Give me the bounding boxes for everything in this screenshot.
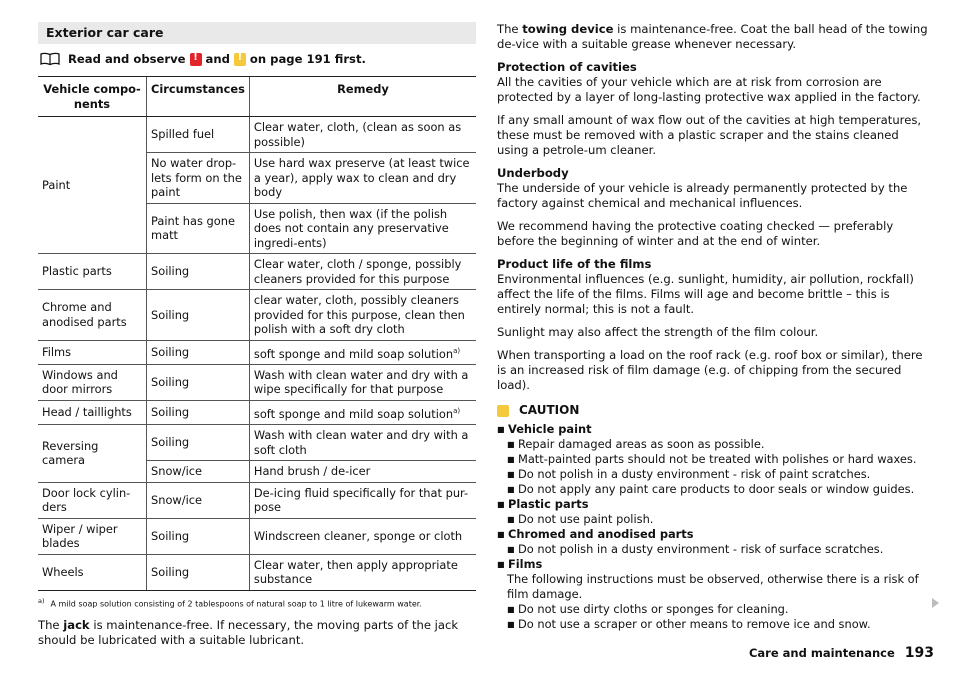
caution-item-text: Do not use a scraper or other means to remove ice and snow. <box>518 617 871 631</box>
caution-title: CAUTION <box>519 403 580 417</box>
cavities-heading: Protection of cavities <box>497 60 637 74</box>
circumstance-cell: Soiling <box>147 290 250 341</box>
bullet-icon: ■ <box>497 560 505 569</box>
next-page-arrow-icon[interactable] <box>932 598 939 608</box>
caution-heading <box>497 403 933 418</box>
jack-pre: The <box>38 618 60 633</box>
jack-term: jack <box>63 618 90 633</box>
caution-item-text: Do not polish in a dusty environment - risk of paint scratches. <box>518 467 871 481</box>
remedy-cell: Hand brush / de-icer <box>249 461 476 483</box>
remedy-cell: Wash with clean water and dry with a soft cloth <box>249 425 476 461</box>
table-row <box>38 340 476 364</box>
note-icon[interactable] <box>234 53 246 66</box>
circumstance-cell: Paint has gone matt <box>147 203 250 254</box>
book-icon <box>40 52 60 66</box>
remedy-cell: Clear water, then apply appropriate substance <box>249 554 476 590</box>
remedy-cell: Wash with clean water and dry with a wipe specifically for that purpose <box>249 364 476 400</box>
bullet-icon: ■ <box>497 530 505 539</box>
bullet-icon: ■ <box>507 455 515 464</box>
table-row <box>38 554 476 590</box>
towing-term: towing device <box>522 22 614 36</box>
remedy-cell: clear water, cloth, possibly cleaners provided for this purpose, clean then polish with a soft dry cloth <box>249 290 476 341</box>
chapter-title: Care and maintenance <box>748 646 895 660</box>
circumstance-cell: Spilled fuel <box>147 117 250 153</box>
cavities-paragraph-2: If any small amount of wax flow out of the cavities at high temperatures, these must be removed with a plastic scraper and the stains cleaned using a petrole-um cleaner. <box>497 113 922 157</box>
caution-item-text: Matt-painted parts should not be treated with polishes or hard waxes. <box>518 452 917 466</box>
table-row <box>38 400 476 424</box>
remedy-cell: De-icing fluid specifically for that pur-pose <box>249 482 476 518</box>
header-circumstances: Circumstances <box>147 77 250 117</box>
header-remedy: Remedy <box>249 77 476 117</box>
component-cell: Door lock cylin-ders <box>38 482 147 518</box>
bullet-icon: ■ <box>497 500 505 509</box>
header-components: Vehicle compo-nents <box>38 77 147 117</box>
towing-pre: The <box>497 22 519 36</box>
table-header-row <box>38 77 476 117</box>
footnote-ref[interactable]: a) <box>453 406 461 415</box>
left-column <box>38 22 476 648</box>
caution-item-text: Do not polish in a dusty environment - risk of surface scratches. <box>518 542 884 556</box>
circumstance-cell: Soiling <box>147 400 250 424</box>
component-cell: Head / taillights <box>38 400 147 424</box>
towing-paragraph <box>497 22 933 52</box>
bullet-icon: ■ <box>507 515 515 524</box>
circumstance-cell: Soiling <box>147 425 250 461</box>
caution-item-text: Do not use paint polish. <box>518 512 654 526</box>
remedy-cell: Clear water, cloth / sponge, possibly cleaners provided for this purpose <box>249 254 476 290</box>
circumstance-cell: Snow/ice <box>147 482 250 518</box>
caution-group-title: Plastic parts <box>508 497 589 511</box>
table-row <box>38 482 476 518</box>
films-heading: Product life of the films <box>497 257 652 271</box>
table-row <box>38 518 476 554</box>
caution-group <box>497 557 933 572</box>
circumstance-cell: Soiling <box>147 340 250 364</box>
caution-item <box>497 617 933 632</box>
towing-post: is maintenance-free. Coat the ball head of the towing de-vice with a suitable grease whenever necessary. <box>497 22 928 51</box>
table-row <box>38 425 476 461</box>
remedy-cell: Windscreen cleaner, sponge or cloth <box>249 518 476 554</box>
caution-group-title: Films <box>508 557 543 571</box>
component-cell: Chrome and anodised parts <box>38 290 147 341</box>
caution-group-title: Vehicle paint <box>508 422 592 436</box>
films-paragraph-1: Environmental influences (e.g. sunlight, humidity, air pollution, rockfall) affect the life of the films. Films will age and become brittle – this is entirely normal; this is not a fault. <box>497 272 914 316</box>
read-notice-post: on page 191 first. <box>249 52 366 66</box>
bullet-icon: ■ <box>507 470 515 479</box>
remedy-text: soft sponge and mild soap solution <box>253 406 454 421</box>
read-notice-and: and <box>205 52 230 66</box>
circumstance-cell: Soiling <box>147 518 250 554</box>
right-column <box>497 22 933 632</box>
component-cell: Wheels <box>38 554 147 590</box>
caution-group <box>497 422 933 437</box>
component-cell: Reversing camera <box>38 425 147 483</box>
footnote <box>38 597 476 609</box>
remedy-cell: Use polish, then wax (if the polish does not contain any preservative ingredi-ents) <box>249 203 476 254</box>
component-cell: Films <box>38 340 147 364</box>
care-table <box>38 77 476 591</box>
caution-item <box>497 467 933 482</box>
caution-item-text: Do not use dirty cloths or sponges for cleaning. <box>518 602 789 616</box>
circumstance-cell: Snow/ice <box>147 461 250 483</box>
underbody-heading: Underbody <box>497 166 569 180</box>
caution-item-text: Do not apply any paint care products to door seals or window guides. <box>518 482 915 496</box>
component-cell: Windows and door mirrors <box>38 364 147 400</box>
remedy-cell <box>249 400 476 424</box>
caution-group <box>497 527 933 542</box>
caution-intro: The following instructions must be observed, otherwise there is a risk of film damage. <box>507 572 919 601</box>
caution-item-text: Repair damaged areas as soon as possible. <box>518 437 765 451</box>
read-notice-pre: Read and observe <box>68 52 186 66</box>
underbody-paragraph-1: The underside of your vehicle is already permanently protected by the factory against chemical and mechanical influences. <box>497 181 908 210</box>
section-title: Exterior car care <box>38 22 476 44</box>
component-cell: Wiper / wiper blades <box>38 518 147 554</box>
remedy-cell: Use hard wax preserve (at least twice a year), apply wax to clean and dry body <box>249 153 476 204</box>
remedy-cell: Clear water, cloth, (clean as soon as possible) <box>249 117 476 153</box>
remedy-cell <box>249 340 476 364</box>
bullet-icon: ■ <box>507 485 515 494</box>
caution-item <box>497 512 933 527</box>
films-paragraph-3: When transporting a load on the roof rack (e.g. roof box or similar), there is an increased risk of film damage (e.g. of chipping from the secured load). <box>497 348 923 392</box>
bullet-icon: ■ <box>497 425 505 434</box>
bullet-icon: ■ <box>507 545 515 554</box>
caution-icon <box>497 405 509 417</box>
component-cell: Paint <box>38 117 147 254</box>
circumstance-cell: Soiling <box>147 364 250 400</box>
cavities-paragraph-1: All the cavities of your vehicle which are at risk from corrosion are protected by a layer of long-lasting protective wax applied in the factory. <box>497 75 921 104</box>
page-number: 193 <box>904 645 934 661</box>
caution-group <box>497 497 933 512</box>
jack-post: is maintenance-free. If necessary, the moving parts of the jack should be lubricated with a suitable lubricant. <box>38 618 459 648</box>
warning-icon[interactable] <box>190 53 202 66</box>
component-cell: Plastic parts <box>38 254 147 290</box>
bullet-icon: ■ <box>507 605 515 614</box>
footnote-text: A mild soap solution consisting of 2 tablespoons of natural soap to 1 litre of lukewarm water. <box>50 599 422 609</box>
jack-paragraph <box>38 618 476 648</box>
footnote-ref[interactable]: a) <box>453 346 461 355</box>
bullet-icon: ■ <box>507 620 515 629</box>
table-row <box>38 117 476 153</box>
caution-item <box>497 602 933 617</box>
caution-list <box>497 422 933 632</box>
caution-item <box>497 437 933 452</box>
films-paragraph-2: Sunlight may also affect the strength of the film colour. <box>497 325 819 339</box>
circumstance-cell: No water drop-lets form on the paint <box>147 153 250 204</box>
caution-item <box>497 452 933 467</box>
circumstance-cell: Soiling <box>147 554 250 590</box>
footnote-mark: a) <box>38 596 45 605</box>
read-notice <box>38 52 476 66</box>
caution-group-title: Chromed and anodised parts <box>508 527 694 541</box>
table-row <box>38 290 476 341</box>
caution-item <box>497 482 933 497</box>
underbody-paragraph-2: We recommend having the protective coating checked — preferably before the beginning of winter and at the end of winter. <box>497 219 894 248</box>
table-row <box>38 364 476 400</box>
circumstance-cell: Soiling <box>147 254 250 290</box>
bullet-icon: ■ <box>507 440 515 449</box>
table-row <box>38 254 476 290</box>
remedy-text: soft sponge and mild soap solution <box>253 346 454 361</box>
caution-item <box>497 542 933 557</box>
page-footer <box>749 645 934 661</box>
